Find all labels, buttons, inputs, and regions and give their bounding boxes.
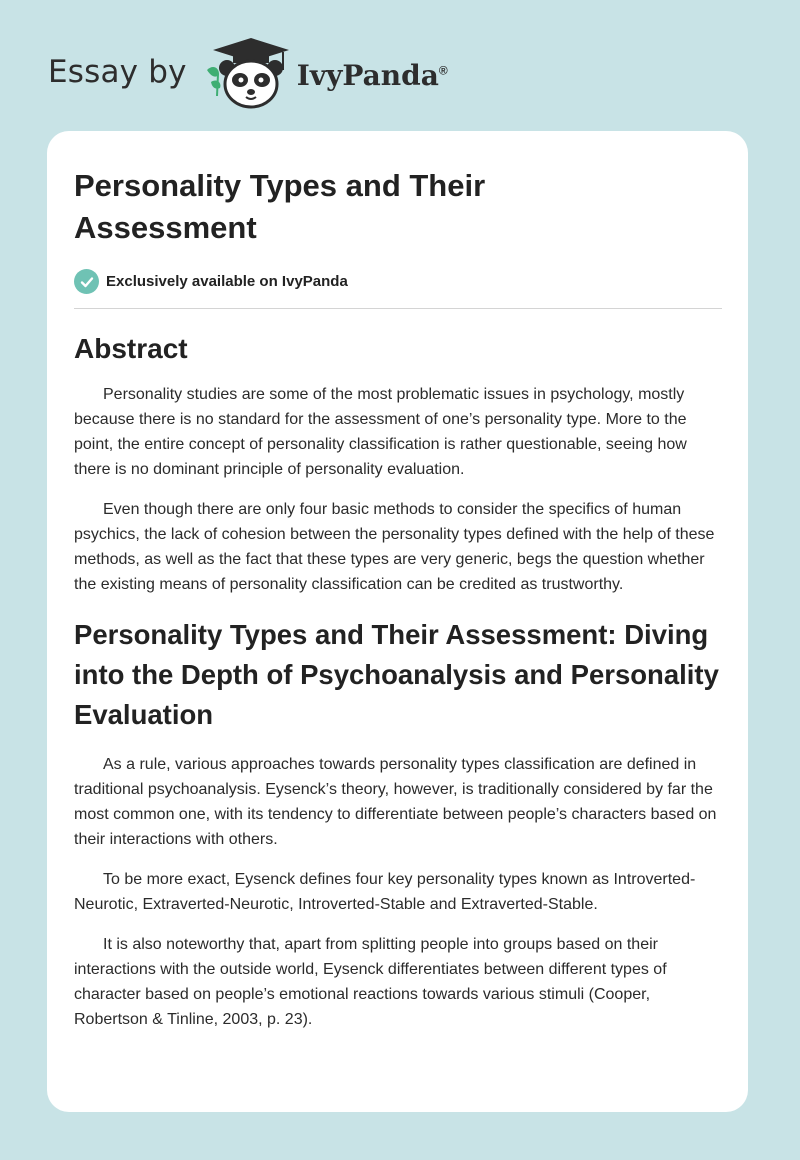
page-title: Personality Types and Their Assessment [74,168,486,245]
paragraph: As a rule, various approaches towards personality types classification are defined in traditional psychoanalysis. Eysenck’s theory, however, is traditionally considered by far the most common one, with its tendency to differentiate between people’s characters based on their interactions with others. [74,756,717,848]
exclusive-label: Exclusively available on IvyPanda [106,273,348,290]
essay-card [47,131,748,1112]
brand-header[interactable] [48,34,448,110]
section-heading: Abstract [74,333,188,364]
brand-prefix: Essay by [48,54,187,90]
assessment-section [74,615,722,1032]
section-heading: Personality Types and Their Assessment: Diving into the Depth of Psychoanalysis and Personality Evaluation [74,619,719,730]
checkmark-icon [74,269,99,294]
paragraph: Even though there are only four basic methods to consider the specifics of human psychics, the lack of cohesion between the personality types defined with the help of these methods, as well as the fact that these types are very generic, begs the question whether the existing means of personality classification can be credited as trustworthy. [74,501,715,593]
paragraph: Personality studies are some of the most problematic issues in psychology, mostly because there is no standard for the assessment of one’s personality type. More to the point, the entire concept of personality classification is rather questionable, seeing how there is no dominant principle of personality evaluation. [74,386,687,478]
paragraph: It is also noteworthy that, apart from splitting people into groups based on their interactions with the outside world, Eysenck differentiates between different types of character based on people’s emotional reactions towards various stimuli (Cooper, Robertson & Tinline, 2003, p. 23). [74,936,667,1028]
divider [74,308,722,309]
panda-graduate-icon [203,34,293,110]
paragraph: To be more exact, Eysenck defines four key personality types known as Introverted-Neurotic, Extraverted-Neurotic, Introverted-Stable and Extraverted-Stable. [74,871,696,913]
brand-name: IvyPanda® [296,58,448,92]
exclusive-badge [74,269,722,294]
abstract-section [74,332,722,597]
